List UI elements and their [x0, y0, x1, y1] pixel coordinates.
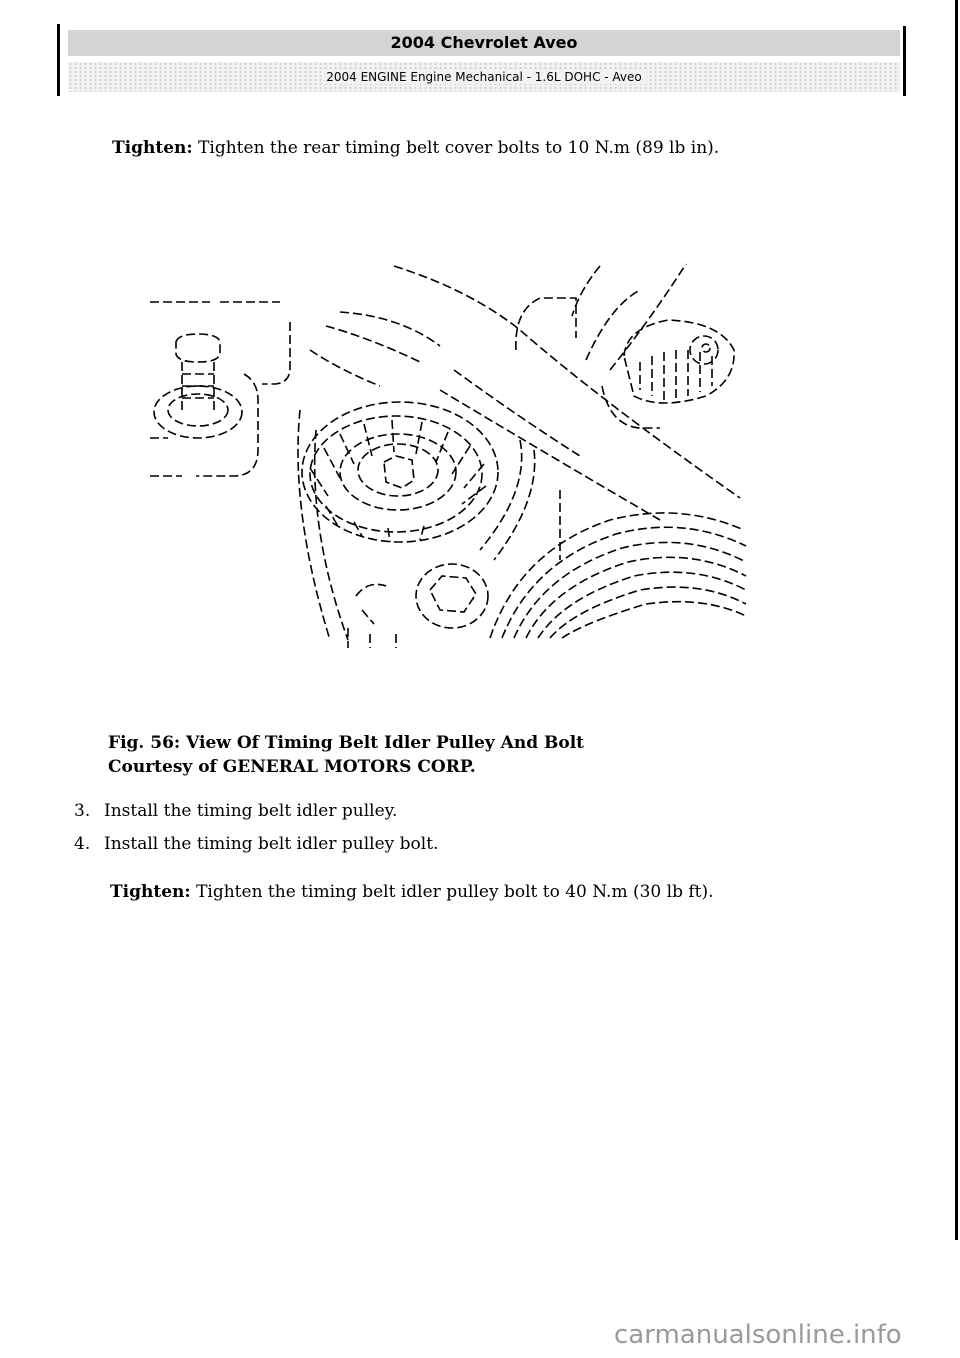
- list-item-number: 3.: [74, 801, 91, 821]
- page-right-rule: [955, 0, 958, 1240]
- document-title: 2004 Chevrolet Aveo: [68, 30, 900, 56]
- tighten-instruction-1: [112, 138, 719, 158]
- figure-caption-title: Fig. 56: View Of Timing Belt Idler Pulley And Bolt: [108, 733, 585, 753]
- tighten-label: Tighten:: [110, 882, 191, 902]
- idler-pulley-rim: [302, 402, 498, 542]
- figure-caption-credit: Courtesy of GENERAL MOTORS CORP.: [108, 757, 476, 777]
- document-subtitle-bar: [68, 62, 900, 92]
- list-item: [74, 834, 438, 854]
- tighten-text: Tighten the timing belt idler pulley bolt to 40 N.m (30 lb ft).: [196, 882, 714, 902]
- figure-caption: [108, 731, 584, 779]
- tighten-instruction-2: [110, 882, 714, 902]
- filler-cap: [624, 320, 734, 403]
- list-item: [74, 801, 397, 821]
- list-item-text: Install the timing belt idler pulley bolt.: [104, 834, 439, 854]
- bolt-threads: [182, 362, 214, 414]
- list-item-text: Install the timing belt idler pulley.: [104, 801, 398, 821]
- list-item-number: 4.: [74, 834, 91, 854]
- tighten-text: Tighten the rear timing belt cover bolts to 10 N.m (89 lb in).: [198, 138, 720, 158]
- bracket-outline: [150, 302, 290, 384]
- bolt-head: [176, 334, 220, 362]
- watermark: carmanualsonline.info: [614, 1320, 902, 1350]
- tighten-label: Tighten:: [112, 138, 193, 158]
- idler-pulley-illustration: [140, 250, 760, 650]
- lower-bolt: [430, 576, 476, 612]
- document-subtitle: 2004 ENGINE Engine Mechanical - 1.6L DOHC - Aveo: [322, 70, 646, 84]
- header-right-rule: [903, 26, 906, 96]
- upper-bracket: [516, 266, 600, 350]
- idler-pulley-bolt: [384, 456, 414, 488]
- header-left-rule: [57, 24, 60, 96]
